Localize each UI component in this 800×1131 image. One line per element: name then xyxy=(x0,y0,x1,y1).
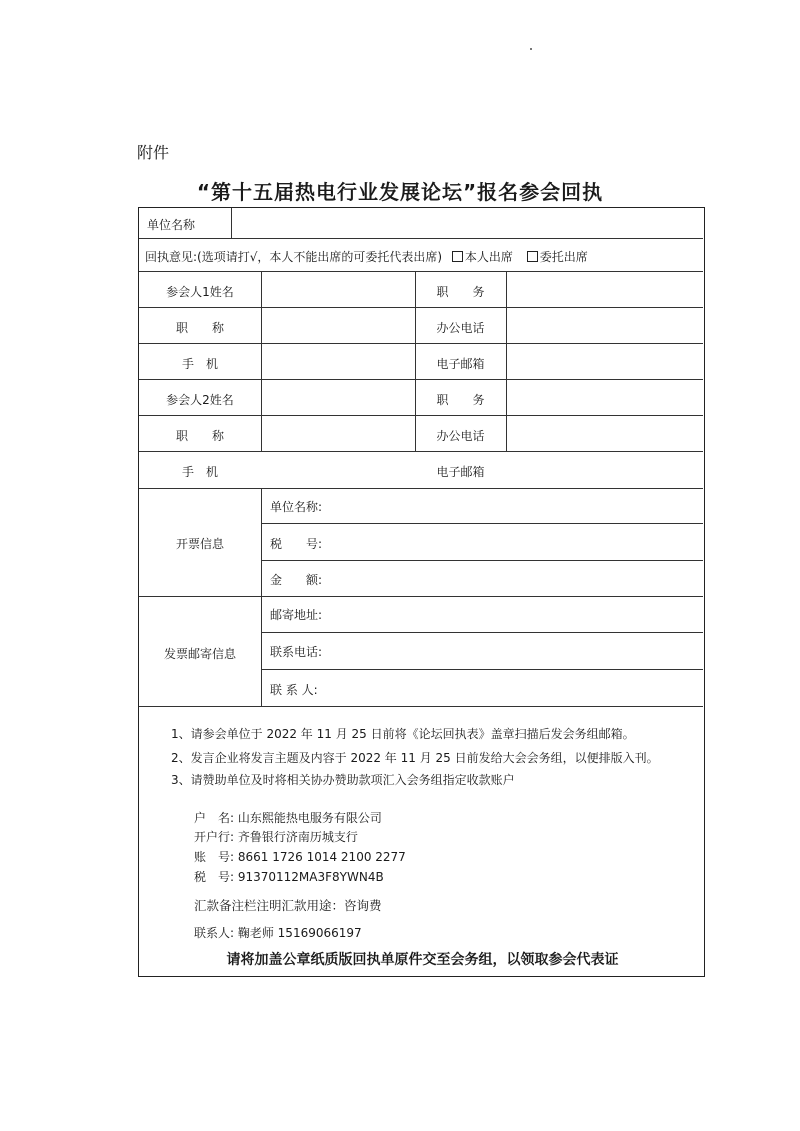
participant1-email-field[interactable] xyxy=(507,344,702,379)
note-1: 1、请参会单位于 2022 年 11 月 25 日前将《论坛回执表》盖章扫描后发会务组邮箱。 xyxy=(171,727,635,741)
bank-account-number: 账 号: 8661 1726 1014 2100 2277 xyxy=(194,850,406,864)
invoice-amount-label: 金 额: xyxy=(270,573,323,587)
invoice-amount-field[interactable] xyxy=(339,561,702,596)
invoice-tax-field[interactable] xyxy=(339,524,702,560)
invoice-unit-name-field[interactable] xyxy=(339,489,702,523)
option-self-label: 本人出席 xyxy=(464,250,513,264)
option-delegate[interactable] xyxy=(527,250,588,264)
registration-form xyxy=(138,207,705,977)
participant2-email-field[interactable] xyxy=(507,452,702,488)
participant2-position-label: 职 务 xyxy=(436,393,485,407)
participant1-title-field[interactable] xyxy=(262,308,415,343)
note-3: 3、请赞助单位及时将相关协办赞助款项汇入会务组指定收款账户 xyxy=(171,773,515,787)
scan-speck xyxy=(530,48,532,50)
mailing-contact-label: 联 系 人: xyxy=(270,683,318,697)
participant1-name-field[interactable] xyxy=(262,272,415,307)
participant2-position-field[interactable] xyxy=(507,380,702,415)
reply-option-row xyxy=(145,248,588,265)
mailing-address-field[interactable] xyxy=(339,597,702,632)
invoice-section-label: 开票信息 xyxy=(175,537,224,551)
mailing-address-label: 邮寄地址: xyxy=(270,608,323,622)
bank-account-name: 户 名: 山东熙能热电服务有限公司 xyxy=(194,811,382,825)
checkbox-self[interactable] xyxy=(452,251,463,262)
participant1-email-label: 电子邮箱 xyxy=(436,357,485,371)
participant2-name-field[interactable] xyxy=(262,380,415,415)
participant2-office-phone-label: 办公电话 xyxy=(436,429,485,443)
remittance-note: 汇款备注栏注明汇款用途：咨询费 xyxy=(194,898,382,913)
page-title: “第十五届热电行业发展论坛”报名参会回执 xyxy=(196,180,604,204)
checkbox-delegate[interactable] xyxy=(527,251,538,262)
participant2-title-field[interactable] xyxy=(262,416,415,451)
mailing-section-label: 发票邮寄信息 xyxy=(163,647,236,661)
participant1-mobile-label: 手 机 xyxy=(181,357,218,371)
invoice-unit-name-label: 单位名称: xyxy=(270,500,323,514)
participant2-mobile-label: 手 机 xyxy=(181,465,218,479)
unit-name-field[interactable] xyxy=(232,209,702,237)
option-delegate-label: 委托出席 xyxy=(539,250,588,264)
participant1-name-label: 参会人1姓名 xyxy=(166,285,234,299)
participant1-position-field[interactable] xyxy=(507,272,702,307)
mailing-phone-field[interactable] xyxy=(339,633,702,669)
mailing-phone-label: 联系电话: xyxy=(270,645,323,659)
participant2-name-label: 参会人2姓名 xyxy=(166,393,234,407)
mailing-contact-field[interactable] xyxy=(339,670,702,706)
unit-name-label: 单位名称 xyxy=(147,218,196,232)
participant2-mobile-field[interactable] xyxy=(262,452,415,488)
participant1-title-label: 职 称 xyxy=(175,321,224,335)
bank-tax-number: 税 号: 91370112MA3F8YWN4B xyxy=(194,870,384,884)
note-2: 2、发言企业将发言主题及内容于 2022 年 11 月 25 日前发给大会会务组，以便排版入刊。 xyxy=(171,751,659,765)
participant1-mobile-field[interactable] xyxy=(262,344,415,379)
participant1-position-label: 职 务 xyxy=(436,285,485,299)
participant2-office-phone-field[interactable] xyxy=(507,416,702,451)
participant1-office-phone-label: 办公电话 xyxy=(436,321,485,335)
participant2-email-label: 电子邮箱 xyxy=(436,465,485,479)
participant1-office-phone-field[interactable] xyxy=(507,308,702,343)
contact-person: 联系人: 鞠老师 15169066197 xyxy=(194,926,362,940)
option-self[interactable] xyxy=(452,250,513,264)
participant2-title-label: 职 称 xyxy=(175,429,224,443)
bank-name: 开户行: 齐鲁银行济南历城支行 xyxy=(194,830,358,844)
reply-label: 回执意见:(选项请打√，本人不能出席的可委托代表出席) xyxy=(145,250,443,264)
invoice-tax-label: 税 号: xyxy=(270,537,323,551)
attachment-label: 附件 xyxy=(137,143,170,162)
final-instruction: 请将加盖公章纸质版回执单原件交至会务组，以领取参会代表证 xyxy=(226,952,619,968)
